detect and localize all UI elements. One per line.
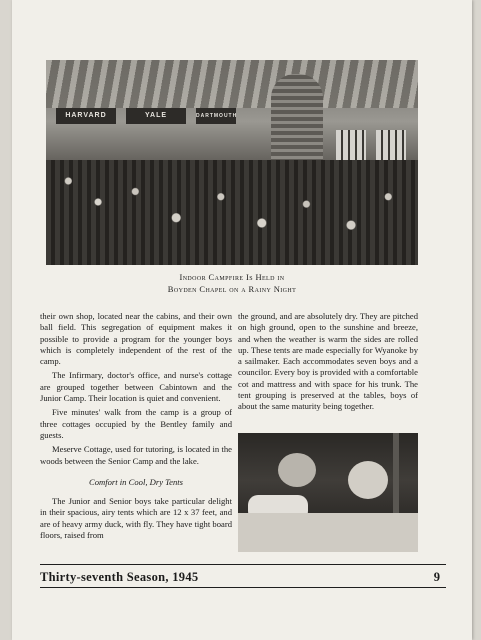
paragraph: Meserve Cottage, used for tutoring, is located in the woods between the Senior Camp and the lake. [40, 444, 232, 466]
paragraph: Five minutes' walk from the camp is a group of three cottages occupied by the Bentley family and guests. [40, 407, 232, 440]
section-subheading: Comfort in Cool, Dry Tents [89, 476, 183, 487]
paragraph: The Junior and Senior boys take particular delight in their spacious, airy tents which are 12 x 37 feet, and are of heavy army duck, with fly. They have tight board floors, raised from [40, 496, 232, 541]
indoor-campfire-photo [46, 60, 418, 265]
footer-rule-bottom [40, 587, 446, 588]
footer-rule-top [40, 564, 446, 565]
banner-yale: YALE [126, 108, 186, 124]
cot [238, 513, 418, 552]
page [12, 0, 472, 640]
left-column [40, 311, 232, 544]
right-column [238, 311, 418, 416]
boy-head [348, 461, 388, 499]
boy-head [278, 453, 316, 487]
banner-harvard: HARVARD [56, 108, 116, 124]
caption-line-1: Indoor Campfire Is Held in [179, 272, 285, 282]
page-number: 9 [433, 570, 440, 584]
paragraph: The Infirmary, doctor's office, and nurse's cottage are grouped together between Cabintown and the Junior Camp. Their location is quiet and convenient. [40, 370, 232, 404]
paragraph: the ground, and are absolutely dry. They are pitched on high ground, open to the sunshine and breeze, and when the weather is warm the sides are rolled up. These tents are made especially for Wyanoke by a sailmaker. Each accommodates seven boys and a councilor. Every boy is provided with a comfortable cot and mattress and with space for his trunk. The tent grouping is preserved at the tables, boys of about the same maturity being together. [238, 311, 418, 412]
footer-title: Thirty-seventh Season, 1945 [40, 570, 199, 584]
audience [46, 160, 418, 265]
banner-dartmouth: DARTMOUTH [196, 108, 236, 124]
tent-pole [393, 433, 399, 513]
rafters [46, 60, 418, 108]
caption-line-2: Boyden Chapel on a Rainy Night [167, 284, 297, 294]
tent-photo [238, 433, 418, 552]
paragraph: their own shop, located near the cabins, and their own ball field. This segregation of equipment makes it possible to provide a program for the younger boys which is completely independent of the rest of the camp. [40, 311, 232, 367]
photo-caption [46, 271, 418, 295]
